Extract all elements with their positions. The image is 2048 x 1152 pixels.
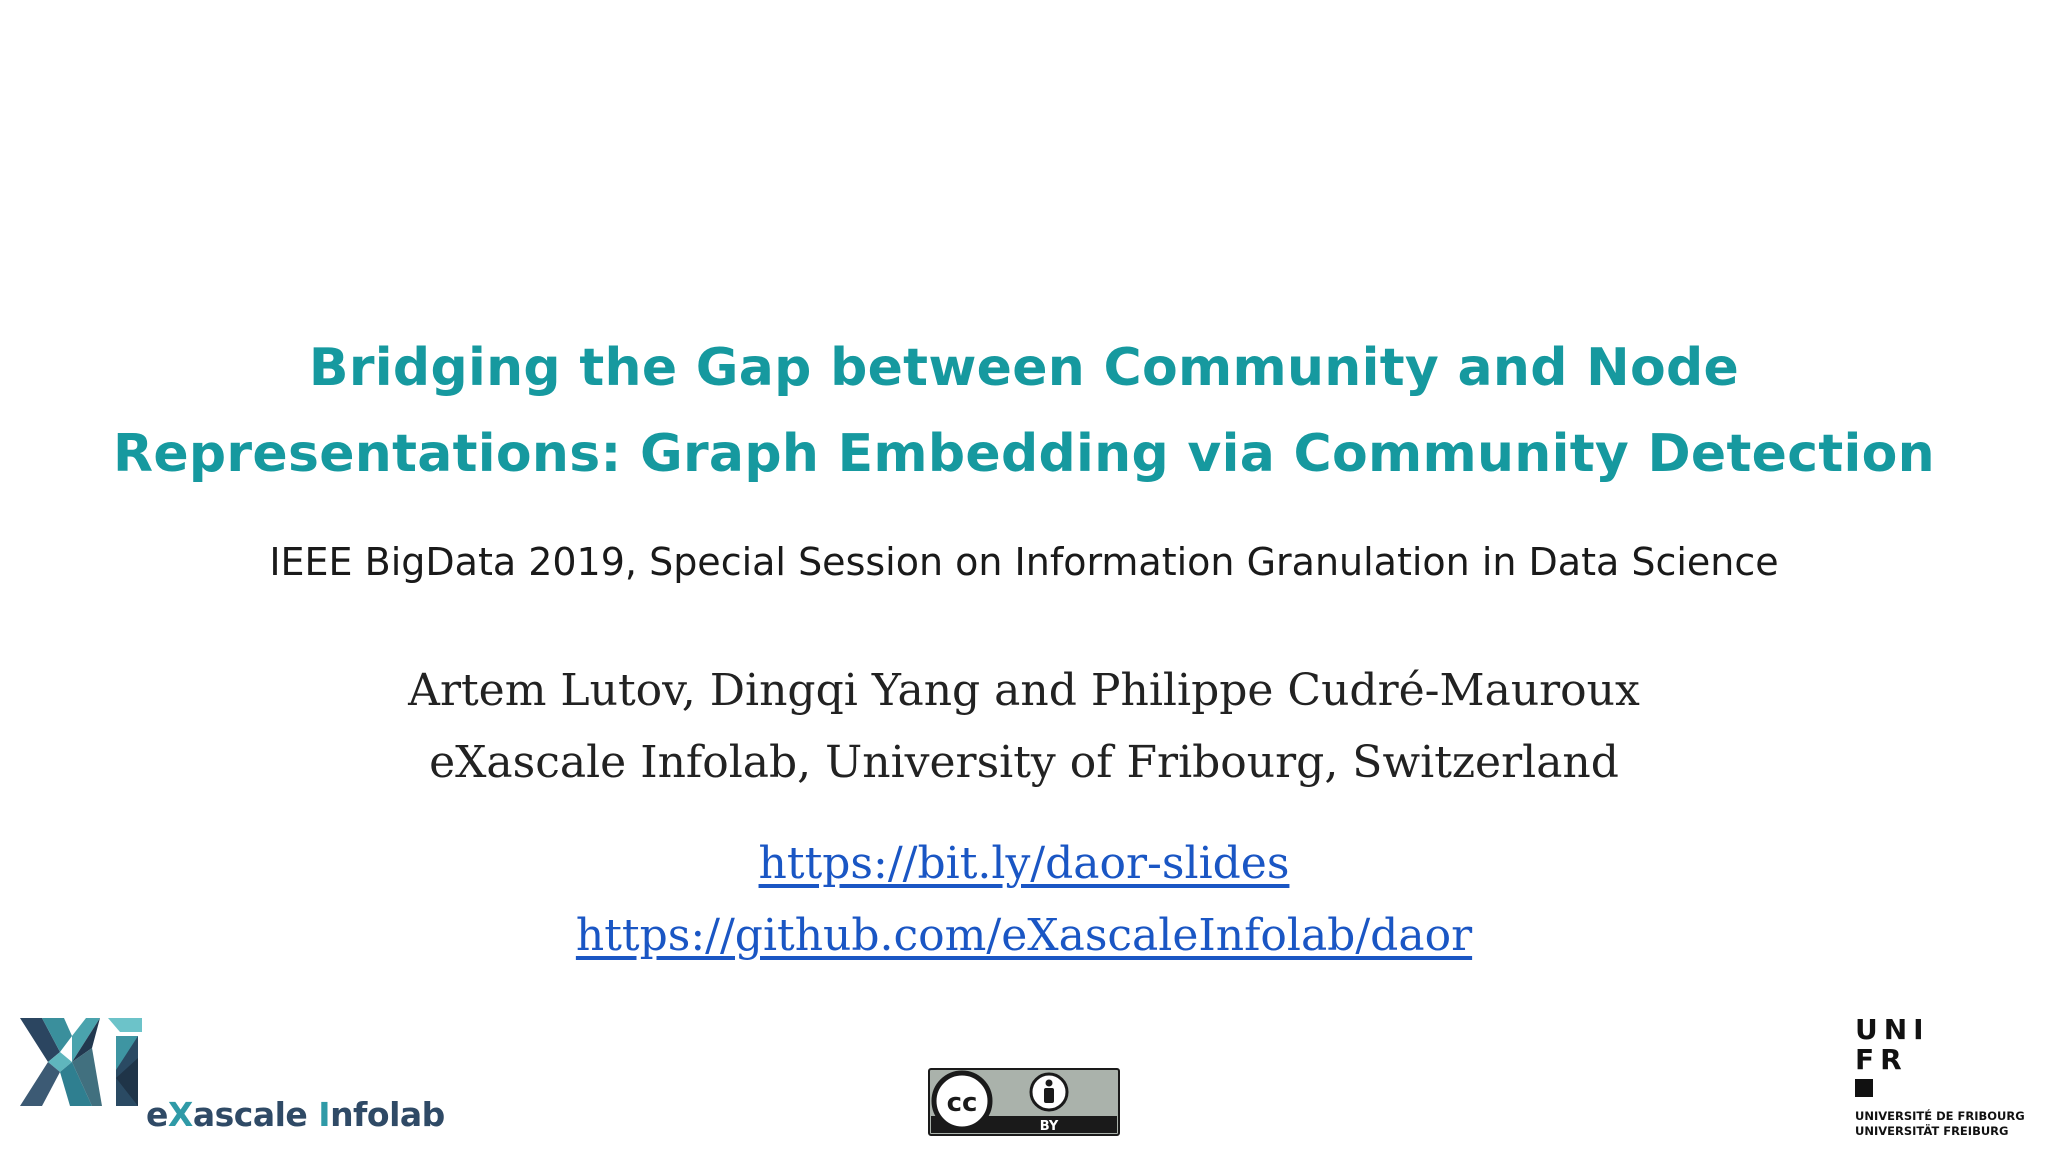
unifr-name-de: UNIVERSITÄT FREIBURG: [1855, 1124, 2009, 1138]
slides-link[interactable]: https://bit.ly/daor-slides: [758, 838, 1290, 889]
links-block: [0, 828, 2048, 972]
unifr-mark-line-2: FR: [1855, 1043, 1908, 1076]
unifr-mark-line-1: UNI: [1855, 1013, 1930, 1046]
cc-icon: cc: [946, 1088, 978, 1118]
wordmark-part: nfolab: [330, 1095, 445, 1134]
unifr-square-icon: [1855, 1079, 1873, 1097]
wordmark-part: e: [146, 1095, 168, 1134]
title-line-1: Bridging the Gap between Community and Node: [308, 338, 1740, 398]
by-icon: BY: [1039, 1119, 1059, 1134]
wordmark-part: ascale: [192, 1095, 319, 1134]
authors-block: [0, 655, 2048, 799]
wordmark-part: I: [318, 1095, 331, 1134]
unifr-name-fr: UNIVERSITÉ DE FRIBOURG: [1855, 1109, 2025, 1123]
github-link[interactable]: https://github.com/eXascaleInfolab/daor: [575, 910, 1473, 961]
author-affiliation: eXascale Infolab, University of Fribourg, Switzerland: [429, 737, 1619, 788]
cc-by-license-badge[interactable]: [928, 1068, 1120, 1136]
exascale-infolab-logo-mark: [20, 1018, 142, 1106]
unifr-logo: [1855, 1015, 2045, 1140]
conference-subtitle: IEEE BigData 2019, Special Session on Information Granulation in Data Science: [269, 540, 1779, 584]
exascale-infolab-wordmark: [146, 1095, 445, 1134]
author-names: Artem Lutov, Dingqi Yang and Philippe Cudré-Mauroux: [408, 665, 1640, 716]
wordmark-part: X: [167, 1095, 193, 1134]
title-line-2: Representations: Graph Embedding via Community Detection: [113, 424, 1935, 484]
slide-title: [0, 325, 2048, 497]
